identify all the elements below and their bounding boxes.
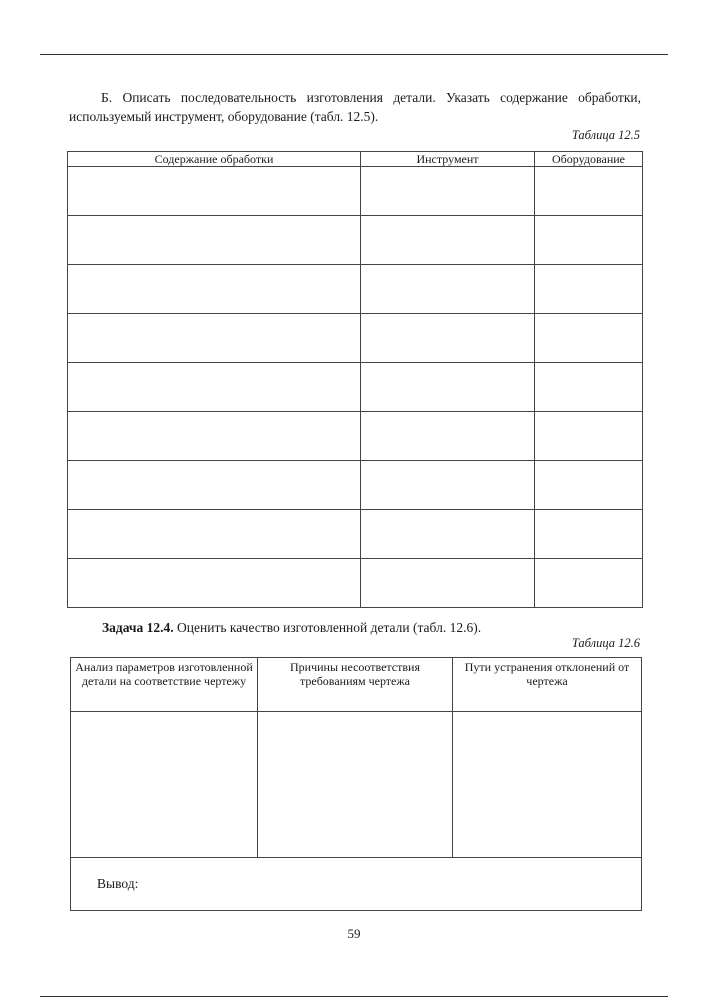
tool-cell[interactable] bbox=[361, 167, 535, 216]
table-row bbox=[68, 412, 643, 461]
processing-content-cell[interactable] bbox=[68, 167, 361, 216]
conclusion-cell[interactable] bbox=[71, 858, 642, 911]
equipment-cell[interactable] bbox=[535, 461, 643, 510]
tool-cell[interactable] bbox=[361, 265, 535, 314]
task-label: Задача 12.4. bbox=[102, 620, 174, 635]
processing-content-cell[interactable] bbox=[68, 461, 361, 510]
remedies-cell[interactable] bbox=[453, 712, 642, 858]
processing-content-cell[interactable] bbox=[68, 265, 361, 314]
processing-content-cell[interactable] bbox=[68, 363, 361, 412]
table-row bbox=[68, 510, 643, 559]
table-12-6-caption: Таблица 12.6 bbox=[571, 636, 640, 650]
equipment-cell[interactable] bbox=[535, 510, 643, 559]
causes-cell[interactable] bbox=[258, 712, 453, 858]
table-row bbox=[68, 314, 643, 363]
equipment-cell[interactable] bbox=[535, 559, 643, 608]
header-processing-content: Содержание обработки bbox=[68, 152, 361, 167]
table-12-5-caption: Таблица 12.5 bbox=[571, 128, 640, 142]
table-row bbox=[68, 559, 643, 608]
page-number: 59 bbox=[347, 926, 361, 941]
equipment-cell[interactable] bbox=[535, 216, 643, 265]
tool-cell[interactable] bbox=[361, 216, 535, 265]
tool-cell[interactable] bbox=[361, 510, 535, 559]
equipment-cell[interactable] bbox=[535, 412, 643, 461]
task-text: Оценить качество изготовленной детали (табл. 12.6). bbox=[173, 620, 482, 635]
table-row bbox=[71, 712, 642, 858]
header-analysis: Анализ параметров изготовленной детали на соответствие чертежу bbox=[71, 658, 258, 712]
header-equipment: Оборудование bbox=[535, 152, 643, 167]
table-12-6 bbox=[70, 657, 642, 911]
header-tool: Инструмент bbox=[361, 152, 535, 167]
processing-content-cell[interactable] bbox=[68, 510, 361, 559]
table-row bbox=[68, 363, 643, 412]
processing-content-cell[interactable] bbox=[68, 559, 361, 608]
table-12-5 bbox=[67, 151, 643, 608]
tool-cell[interactable] bbox=[361, 559, 535, 608]
header-remedies: Пути устранения отклонений от чертежа bbox=[453, 658, 642, 712]
tool-cell[interactable] bbox=[361, 412, 535, 461]
table-row bbox=[68, 265, 643, 314]
tool-cell[interactable] bbox=[361, 314, 535, 363]
equipment-cell[interactable] bbox=[535, 314, 643, 363]
tool-cell[interactable] bbox=[361, 461, 535, 510]
header-causes: Причины несоответствия требованиям чертежа bbox=[258, 658, 453, 712]
equipment-cell[interactable] bbox=[535, 265, 643, 314]
table-row bbox=[68, 461, 643, 510]
conclusion-label: Вывод: bbox=[97, 876, 139, 891]
analysis-cell[interactable] bbox=[71, 712, 258, 858]
bottom-rule bbox=[40, 996, 668, 997]
processing-content-cell[interactable] bbox=[68, 412, 361, 461]
processing-content-cell[interactable] bbox=[68, 314, 361, 363]
tool-cell[interactable] bbox=[361, 363, 535, 412]
table-row bbox=[68, 216, 643, 265]
top-rule bbox=[40, 54, 668, 55]
processing-content-cell[interactable] bbox=[68, 216, 361, 265]
table-row bbox=[68, 167, 643, 216]
instruction-paragraph: Б. Описать последовательность изготовления детали. Указать содержание обработки, используемый инструмент, оборудование (табл. 12.5). bbox=[69, 90, 641, 124]
equipment-cell[interactable] bbox=[535, 363, 643, 412]
table-header-row bbox=[71, 658, 642, 712]
table-header-row bbox=[68, 152, 643, 167]
equipment-cell[interactable] bbox=[535, 167, 643, 216]
task-12-4 bbox=[102, 620, 481, 636]
conclusion-row bbox=[71, 858, 642, 911]
